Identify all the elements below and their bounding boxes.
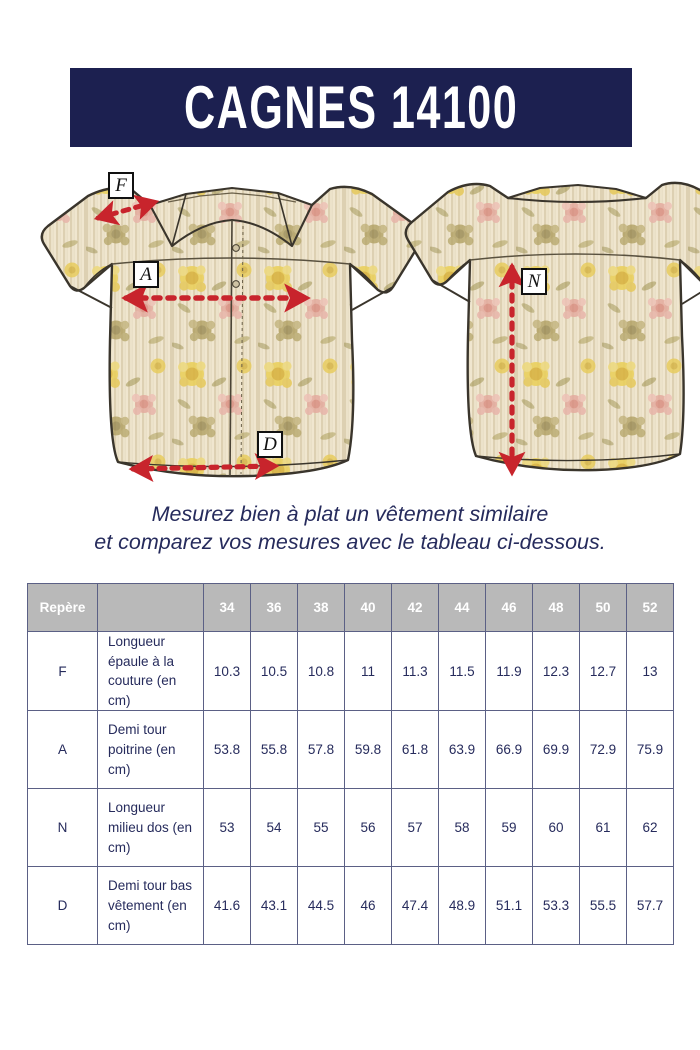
instruction-line-2: et comparez vos mesures avec le tableau ci-dessous. — [94, 530, 606, 555]
measure-instructions — [0, 500, 700, 557]
cell-value: 59 — [486, 789, 533, 867]
header-size-50: 50 — [580, 584, 627, 632]
row-description: Longueur milieu dos (en cm) — [98, 789, 204, 867]
cell-value: 57.8 — [298, 711, 345, 789]
back-garment-view — [380, 170, 700, 490]
title-banner — [70, 68, 632, 147]
cell-value: 41.6 — [204, 867, 251, 945]
cell-value: 10.5 — [251, 632, 298, 711]
header-size-52: 52 — [627, 584, 674, 632]
cell-value: 51.1 — [486, 867, 533, 945]
cell-value: 11.5 — [439, 632, 486, 711]
marker-label-n: N — [521, 268, 547, 295]
front-garment-view — [20, 170, 440, 490]
table-row — [28, 632, 674, 711]
row-letter: F — [28, 632, 98, 711]
cell-value: 13 — [627, 632, 674, 711]
garment-illustration-area — [0, 160, 700, 490]
header-size-46: 46 — [486, 584, 533, 632]
cell-value: 69.9 — [533, 711, 580, 789]
row-description: Demi tour poitrine (en cm) — [98, 711, 204, 789]
cell-value: 56 — [345, 789, 392, 867]
marker-label-d: D — [257, 431, 283, 458]
header-description — [98, 584, 204, 632]
garment-diagram — [0, 160, 700, 490]
header-size-38: 38 — [298, 584, 345, 632]
cell-value: 11 — [345, 632, 392, 711]
header-repere: Repère — [28, 584, 98, 632]
table-row — [28, 867, 674, 945]
cell-value: 66.9 — [486, 711, 533, 789]
cell-value: 47.4 — [392, 867, 439, 945]
cell-value: 57.7 — [627, 867, 674, 945]
table-header-row — [28, 584, 674, 632]
cell-value: 11.3 — [392, 632, 439, 711]
page-title: CAGNES 14100 — [183, 73, 519, 141]
cell-value: 72.9 — [580, 711, 627, 789]
cell-value: 11.9 — [486, 632, 533, 711]
cell-value: 55.8 — [251, 711, 298, 789]
cell-value: 43.1 — [251, 867, 298, 945]
cell-value: 61 — [580, 789, 627, 867]
cell-value: 55 — [298, 789, 345, 867]
cell-value: 75.9 — [627, 711, 674, 789]
table-head — [28, 584, 674, 632]
table-row — [28, 789, 674, 867]
cell-value: 46 — [345, 867, 392, 945]
row-letter: A — [28, 711, 98, 789]
row-letter: D — [28, 867, 98, 945]
cell-value: 59.8 — [345, 711, 392, 789]
cell-value: 58 — [439, 789, 486, 867]
cell-value: 10.3 — [204, 632, 251, 711]
size-chart-table — [27, 583, 674, 945]
header-size-42: 42 — [392, 584, 439, 632]
header-size-44: 44 — [439, 584, 486, 632]
cell-value: 62 — [627, 789, 674, 867]
header-size-48: 48 — [533, 584, 580, 632]
header-size-34: 34 — [204, 584, 251, 632]
cell-value: 44.5 — [298, 867, 345, 945]
cell-value: 55.5 — [580, 867, 627, 945]
instruction-line-1: Mesurez bien à plat un vêtement similaire — [151, 502, 549, 526]
marker-label-f: F — [108, 172, 134, 199]
row-description: Longueur épaule à la couture (en cm) — [98, 632, 204, 711]
cell-value: 53.8 — [204, 711, 251, 789]
row-description: Demi tour bas vêtement (en cm) — [98, 867, 204, 945]
cell-value: 53.3 — [533, 867, 580, 945]
cell-value: 12.3 — [533, 632, 580, 711]
cell-value: 53 — [204, 789, 251, 867]
marker-label-a: A — [133, 261, 159, 288]
table-body — [28, 632, 674, 945]
cell-value: 10.8 — [298, 632, 345, 711]
cell-value: 57 — [392, 789, 439, 867]
cell-value: 54 — [251, 789, 298, 867]
table-row — [28, 711, 674, 789]
cell-value: 12.7 — [580, 632, 627, 711]
row-letter: N — [28, 789, 98, 867]
cell-value: 48.9 — [439, 867, 486, 945]
cell-value: 61.8 — [392, 711, 439, 789]
cell-value: 60 — [533, 789, 580, 867]
cell-value: 63.9 — [439, 711, 486, 789]
header-size-36: 36 — [251, 584, 298, 632]
header-size-40: 40 — [345, 584, 392, 632]
